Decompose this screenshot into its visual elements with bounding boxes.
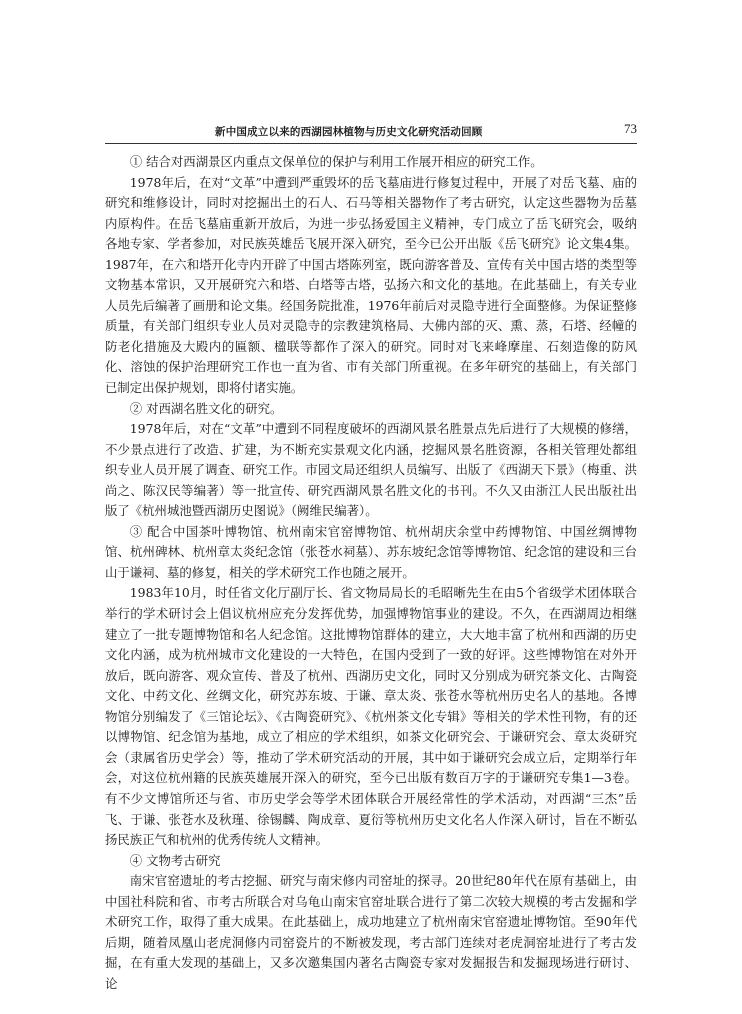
running-header-title: 新中国成立以来的西湖园林植物与历史文化研究活动回顾 [215, 126, 483, 138]
paragraph-subheading-2: ② 对西湖名胜文化的研究。 [129, 400, 283, 416]
header-rule [105, 143, 637, 144]
body-text [105, 152, 637, 994]
paragraph-subheading-3: ③ 配合中国茶叶博物馆、杭州南宋官窑博物馆、杭州胡庆余堂中药博物馆、中国丝绸博物馆、杭州碑林、杭州章太炎纪念馆（张苍水祠墓）、苏东坡纪念馆等博物馆、纪念馆的建设和三台山于谦祠、墓的修复，相关的学术研究工作也随之展开。 [105, 523, 637, 580]
paragraph-subheading-4: ④ 文物考古研究 [129, 852, 221, 868]
paragraph-subheading-1: ① 结合对西湖景区内重点文保单位的保护与利用工作展开相应的研究工作。 [129, 154, 543, 169]
running-header [105, 121, 637, 140]
page-number: 73 [624, 121, 637, 136]
paragraph: 南宋官窑遗址的考古挖掘、研究与南宋修内司窑址的探寻。20世纪80年代在原有基础上，由中国社科院和省、市考古所联合对乌龟山南宋官窑址联合进行了第二次较大规模的考古发掘和学术研究工作，取得了重大成果。在此基础上，成功地建立了杭州南宋官窑遗址博物馆。至90年代后期，随着凤凰山老虎洞修内司窑瓷片的不断被发现，考古部门连续对老虎洞窑址进行了考古发掘，在有重大发现的基础上，又多次邀集国内著名古陶瓷专家对发掘报告和发掘现场进行研讨、论 [105, 873, 637, 991]
paragraph: 1983年10月，时任省文化厅副厅长、省文物局局长的毛昭晰先生在由5个省级学术团体联合举行的学术研讨会上倡议杭州应充分发挥优势，加强博物馆事业的建设。不久，在西湖周边相继建立了一批专题博物馆和名人纪念馆。这批博物馆群体的建立，大大地丰富了杭州和西湖的历史文化内涵，成为杭州城市文化建设的一大特色，在国内受到了一致的好评。这些博物馆在对外开放后，既向游客、观众宣传、普及了杭州、西湖历史文化，同时又分别成为研究茶文化、古陶瓷文化、中药文化、丝绸文化，研究苏东坡、于谦、章太炎、张苍水等杭州历史名人的基地。各博物馆分别编发了《三馆论坛》、《古陶瓷研究》、《杭州茶文化专辑》等相关的学术性刊物，有的还以博物馆、纪念馆为基地，成立了相应的学术组织，如茶文化研究会、于谦研究会、章太炎研究会（隶属省历史学会）等，推动了学术研究活动的开展，其中如于谦研究会成立后，定期举行年会，对这位杭州籍的民族英雄展开深入的研究，至今已出版有数百万字的于谦研究专集1—3卷。有不少文博馆所还与省、市历史学会等学术团体联合开展经常性的学术活动，对西湖“三杰”岳飞、于谦、张苍水及秋瑾、徐锡麟、陶成章、夏衍等杭州历史文化名人作深入研讨，旨在不断弘扬民族正气和杭州的优秀传统人文精神。 [105, 585, 637, 848]
paragraph: 1978年后，在对“文革”中遭到严重毁坏的岳飞墓庙进行修复过程中，开展了对岳飞墓、庙的研究和维修设计，同时对挖掘出土的石人、石马等相关器物作了考古研究，认定这些器物为岳墓内原构件。在岳飞墓庙重新开放后，为进一步弘扬爱国主义精神，专门成立了岳飞研究会，吸纳各地专家、学者参加，对民族英雄岳飞展开深入研究，至今已公开出版《岳飞研究》论文集4集。1987年，在六和塔开化寺内开辟了中国古塔陈列室，既向游客普及、宣传有关中国古塔的类型等文物基本常识，又开展研究六和塔、白塔等古塔，弘扬六和文化的基地。在此基础上，有关专业人员先后编著了画册和论文集。经国务院批准，1976年前后对灵隐寺进行全面整修。为保证整修质量，有关部门组织专业人员对灵隐寺的宗教建筑格局、大佛内部的灭、熏、蒸，石塔、经幢的防老化措施及大殿内的匾额、楹联等都作了深入的研究。同时对飞来峰摩崖、石刻造像的防风化、溶蚀的保护治理研究工作也一直为省、市有关部门所重视。在多年研究的基础上，有关部门已制定出保护规划，即将付诸实施。 [105, 174, 637, 396]
paragraph: 1978年后，对在“文革”中遭到不同程度破坏的西湖风景名胜景点先后进行了大规模的修缮，不少景点进行了改造、扩建，为不断充实景观文化内涵，挖掘风景名胜资源，各相关管理处都组织专业人员开展了调查、研究工作。市园文局还组织人员编写、出版了《西湖天下景》（梅重、洪尚之、陈汉民等编著）等一批宣传、研究西湖风景名胜文化的书刊。不久又由浙江人民出版社出版了《杭州城池暨西湖历史图说》（阙维民编著）。 [105, 421, 637, 519]
